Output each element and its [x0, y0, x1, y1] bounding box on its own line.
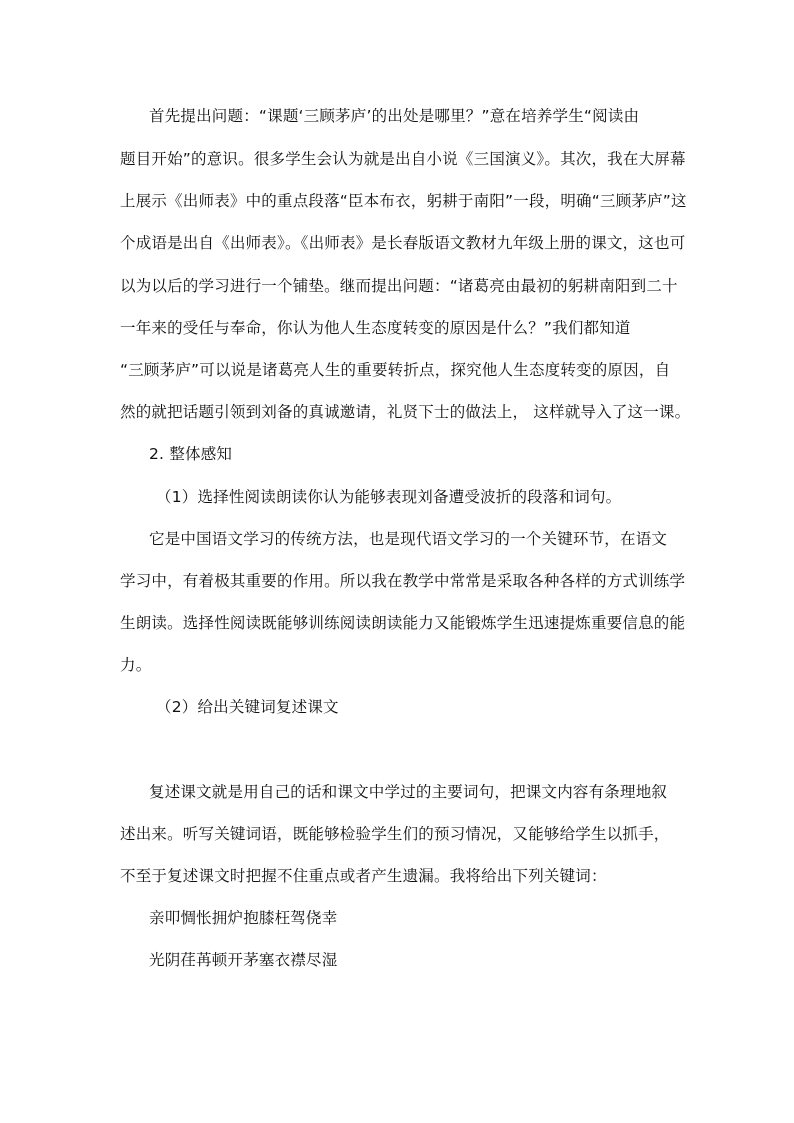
paragraph-2-line-1: 它是中国语文学习的传统方法，也是现代语文学习的一个关键环节，在语文: [149, 530, 668, 548]
sub-heading-2: （2）给出关键词复述课文: [156, 698, 339, 716]
keywords-line-1: 亲叩惆怅拥炉抱膝枉驾侥幸: [149, 909, 338, 927]
paragraph-1-line-1: 首先提出问题：“课题‘三顾茅庐’的出处是哪里？”意在培养学生“阅读由: [149, 107, 640, 125]
paragraph-3-line-2: 述出来。听写关键词语，既能够检验学生们的预习情况，又能够给学生以抓手，: [120, 825, 670, 843]
paragraph-1-line-4: 个成语是出自《出师表》。《出师表》是长春版语文教材九年级上册的课文，这也可: [120, 234, 686, 252]
paragraph-1-line-2: 题目开始”的意识。很多学生会认为就是出自小说《三国演义》。其次，我在大屏幕: [120, 150, 686, 168]
paragraph-1-line-7: “三顾茅庐”可以说是诸葛亮人生的重要转折点，探究他人生态度转变的原因，自: [120, 361, 671, 379]
paragraph-3-line-3: 不至于复述课文时把握不住重点或者产生遗漏。我将给出下列关键词：: [120, 867, 607, 885]
paragraph-2-line-4: 力。: [120, 656, 152, 674]
paragraph-1-line-8: 然的就把话题引领到刘备的真诚邀请，礼贤下士的做法上， 这样就导入了这一课。: [120, 403, 691, 421]
sub-heading-1: （1）选择性阅读朗读你认为能够表现刘备遭受波折的段落和词句。: [156, 488, 622, 506]
paragraph-1-line-6: 一年来的受任与奉命，你认为他人生态度转变的原因是什么？”我们都知道: [120, 319, 631, 337]
paragraph-1-line-3: 上展示《出师表》中的重点段落“臣本布衣，躬耕于南阳”一段，明确“三顾茅庐”这: [120, 192, 687, 210]
paragraph-1-line-5: 以为以后的学习进行一个铺垫。继而提出问题：“诸葛亮由最初的躬耕南阳到二十: [120, 277, 678, 295]
section-heading: 2. 整体感知: [149, 445, 233, 463]
paragraph-2-line-2: 学习中，有着极其重要的作用。所以我在教学中常常是采取各种各样的方式训练学: [120, 572, 686, 590]
keywords-line-2: 光阴荏苒顿开茅塞衣襟尽湿: [149, 951, 338, 969]
paragraph-3-line-1: 复述课文就是用自己的话和课文中学过的主要词句，把课文内容有条理地叙: [149, 783, 668, 801]
paragraph-2-line-3: 生朗读。选择性阅读既能够训练阅读朗读能力又能锻炼学生迅速提炼重要信息的能: [120, 614, 686, 632]
